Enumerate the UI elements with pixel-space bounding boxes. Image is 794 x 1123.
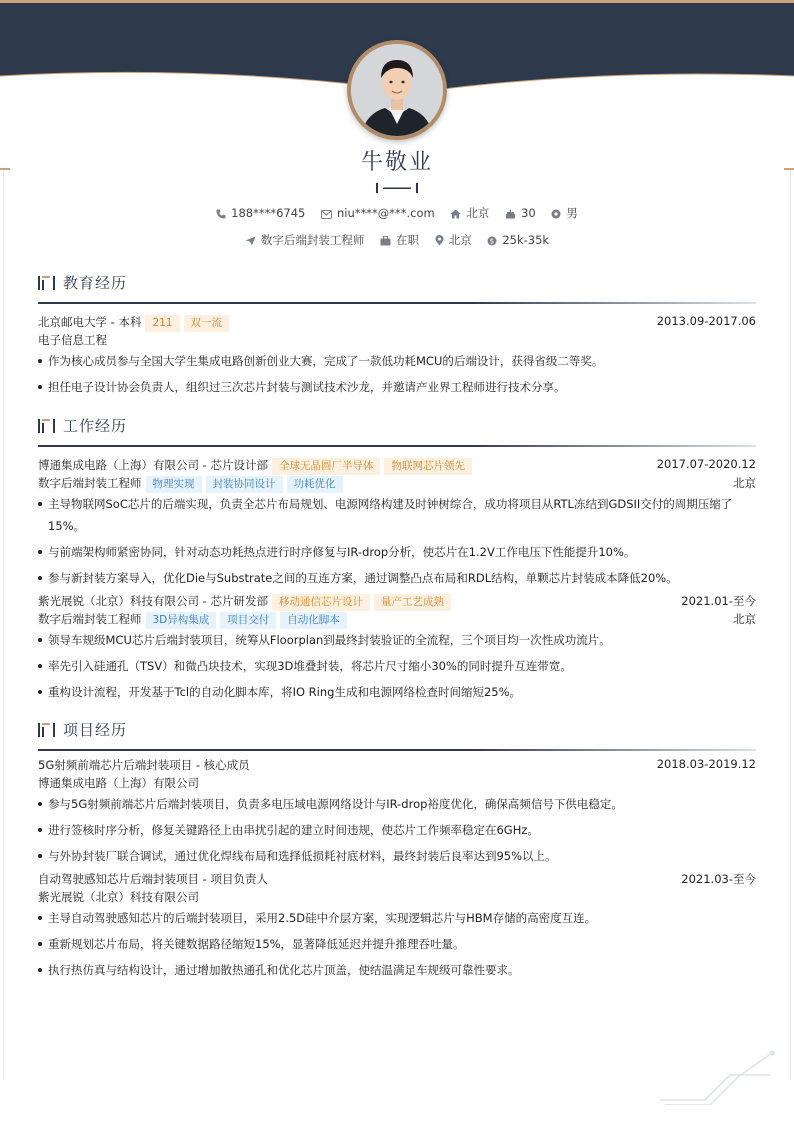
briefcase-icon [380, 236, 391, 246]
major: 电子信息工程 [38, 333, 107, 347]
status-item [380, 232, 419, 248]
project-period: 2021.03-至今 [681, 872, 756, 886]
phone-icon [216, 209, 226, 219]
education-bullets [38, 350, 756, 398]
phone-item [216, 206, 305, 220]
right-frame-line [790, 170, 791, 1080]
project-bullets [38, 907, 756, 981]
job-company-row [38, 457, 756, 475]
section-title: 工作经历 [63, 417, 128, 435]
position-tag: 项目交付 [220, 612, 276, 629]
section-divider [38, 749, 756, 751]
section-divider [38, 302, 756, 304]
location-text: 北京 [466, 206, 490, 220]
company-tag: 量产工艺成熟 [374, 594, 451, 611]
cake-icon [505, 209, 516, 219]
education-header [38, 272, 756, 296]
company-tag: 物联网芯片领先 [384, 458, 472, 475]
candidate-name: 牛敬业 [360, 150, 433, 175]
position-name: 数字后端封装工程师 [38, 612, 142, 626]
school-name: 北京邮电大学 - 本科 [38, 315, 142, 329]
section-title: 教育经历 [63, 274, 128, 292]
job-bullets [38, 493, 756, 589]
section-divider [38, 445, 756, 447]
company-name: 博通集成电路（上海）有限公司 - 芯片设计部 [38, 458, 268, 472]
position-tag: 功耗优化 [287, 476, 343, 493]
salary-item [487, 233, 549, 247]
school-tag: 双一流 [184, 315, 230, 332]
job-position-row [38, 611, 756, 629]
email-text: niu****@***.com [337, 206, 435, 220]
left-frame-line [3, 170, 4, 1080]
status-text: 在职 [396, 233, 420, 247]
age-item [505, 206, 536, 220]
project-name: 5G射频前端芯片后端封装项目 - 核心成员 [38, 758, 250, 772]
project-header [38, 719, 756, 743]
name-divider [376, 183, 418, 193]
list-item: 与外协封装厂联合调试，通过优化焊线布局和选择低损耗衬底材料，最终封装后良率达到95%以上。 [38, 845, 756, 867]
list-item: 作为核心成员参与全国大学生集成电路创新创业大赛，完成了一款低功耗MCU的后端设计，获得省级二等奖。 [38, 350, 756, 372]
list-item: 与前端架构师紧密协同，针对动态功耗热点进行时序修复与IR-drop分析，使芯片在1.2V工作电压下性能提升10%。 [38, 541, 756, 563]
mail-icon [321, 210, 332, 219]
list-item: 执行热仿真与结构设计，通过增加散热通孔和优化芯片顶盖，使结温满足车规级可靠性要求。 [38, 959, 756, 981]
pin-icon [435, 235, 444, 246]
email-item [321, 206, 435, 220]
job-position-row [38, 475, 756, 493]
section-title: 项目经历 [63, 721, 128, 739]
job-period: 2017.07-2020.12 [656, 457, 756, 471]
work-section [38, 415, 756, 707]
job-period: 2021.01-至今 [681, 594, 756, 608]
list-item: 领导车规级MCU芯片后端封装项目，统筹从Floorplan到最终封装验证的全流程，三个项目均一次性成功流片。 [38, 629, 756, 651]
home-icon [450, 209, 461, 219]
education-section [38, 272, 756, 402]
gender-icon [551, 209, 561, 219]
company-tag: 全球无晶圆厂半导体 [272, 458, 381, 475]
job-city: 北京 [733, 476, 756, 490]
school-tag: 211 [145, 315, 179, 332]
target-role-text: 数字后端封装工程师 [260, 233, 365, 247]
education-period: 2013.09-2017.06 [656, 314, 756, 328]
company-tag: 移动通信芯片设计 [272, 594, 370, 611]
project-company: 紫光展锐（北京）科技有限公司 [38, 890, 199, 904]
project-name-row [38, 871, 756, 889]
list-item: 率先引入硅通孔（TSV）和微凸块技术，实现3D堆叠封装，将芯片尺寸缩小30%的同时提升互连带宽。 [38, 655, 756, 677]
list-item: 重新规划芯片布局，将关键数据路径缩短15%，显著降低延迟并提升推理吞吐量。 [38, 933, 756, 955]
position-tag: 物理实现 [146, 476, 202, 493]
money-icon [487, 236, 497, 246]
gender-item [551, 205, 578, 221]
major-row [38, 332, 756, 350]
contact-row [0, 205, 794, 221]
corner-decoration [660, 1045, 780, 1105]
project-period: 2018.03-2019.12 [656, 757, 756, 771]
section-bracket-icon [38, 419, 56, 433]
position-name: 数字后端封装工程师 [38, 476, 142, 490]
education-row [38, 314, 756, 332]
age-text: 30 [521, 206, 536, 220]
svg-text:$: $ [490, 237, 495, 246]
avatar-photo [351, 44, 443, 136]
position-tag: 封装协同设计 [206, 476, 283, 493]
list-item: 参与5G射频前端芯片后端封装项目，负责多电压域电源网络设计与IR-drop裕度优化，确保高频信号下供电稳定。 [38, 793, 756, 815]
list-item: 进行签核时序分析，修复关键路径上由串扰引起的建立时间违规，使芯片工作频率稳定在6GHz。 [38, 819, 756, 841]
job-bullets [38, 629, 756, 703]
section-bracket-icon [38, 723, 56, 737]
target-city-text: 北京 [448, 233, 472, 247]
target-role-item [245, 232, 365, 248]
location-item [450, 205, 489, 221]
work-header [38, 415, 756, 439]
avatar [347, 40, 447, 140]
gender-text: 男 [566, 206, 578, 220]
intent-row [0, 232, 794, 248]
section-bracket-icon [38, 276, 56, 290]
salary-text: 25k-35k [502, 233, 550, 247]
list-item: 参与新封装方案导入，优化Die与Substrate之间的互连方案，通过调整凸点布局和RDL结构，单颗芯片封装成本降低20%。 [38, 567, 756, 589]
project-bullets [38, 793, 756, 867]
project-name-row [38, 757, 756, 775]
send-icon [245, 236, 256, 246]
company-name: 紫光展锐（北京）科技有限公司 - 芯片研发部 [38, 594, 268, 608]
list-item: 主导物联网SoC芯片的后端实现，负责全芯片布局规划、电源网络构建及时钟树综合，成功将项目从RTL冻结到GDSII交付的周期压缩了15%。 [38, 493, 756, 537]
list-item: 重构设计流程，开发基于Tcl的自动化脚本库，将IO Ring生成和电源网络检查时间缩短25%。 [38, 681, 756, 703]
list-item: 主导自动驾驶感知芯片的后端封装项目，采用2.5D硅中介层方案，实现逻辑芯片与HBM存储的高密度互连。 [38, 907, 756, 929]
job-city: 北京 [733, 612, 756, 626]
position-tag: 自动化脚本 [280, 612, 347, 629]
project-company-row [38, 889, 756, 907]
phone-text: 188****6745 [231, 206, 306, 220]
target-city-item [435, 232, 472, 248]
project-section [38, 719, 756, 985]
project-company-row [38, 775, 756, 793]
list-item: 担任电子设计协会负责人，组织过三次芯片封装与测试技术沙龙，并邀请产业界工程师进行技术分享。 [38, 376, 756, 398]
job-company-row [38, 593, 756, 611]
project-name: 自动驾驶感知芯片后端封装项目 - 项目负责人 [38, 872, 268, 886]
position-tag: 3D异构集成 [146, 612, 217, 629]
project-company: 博通集成电路（上海）有限公司 [38, 776, 199, 790]
